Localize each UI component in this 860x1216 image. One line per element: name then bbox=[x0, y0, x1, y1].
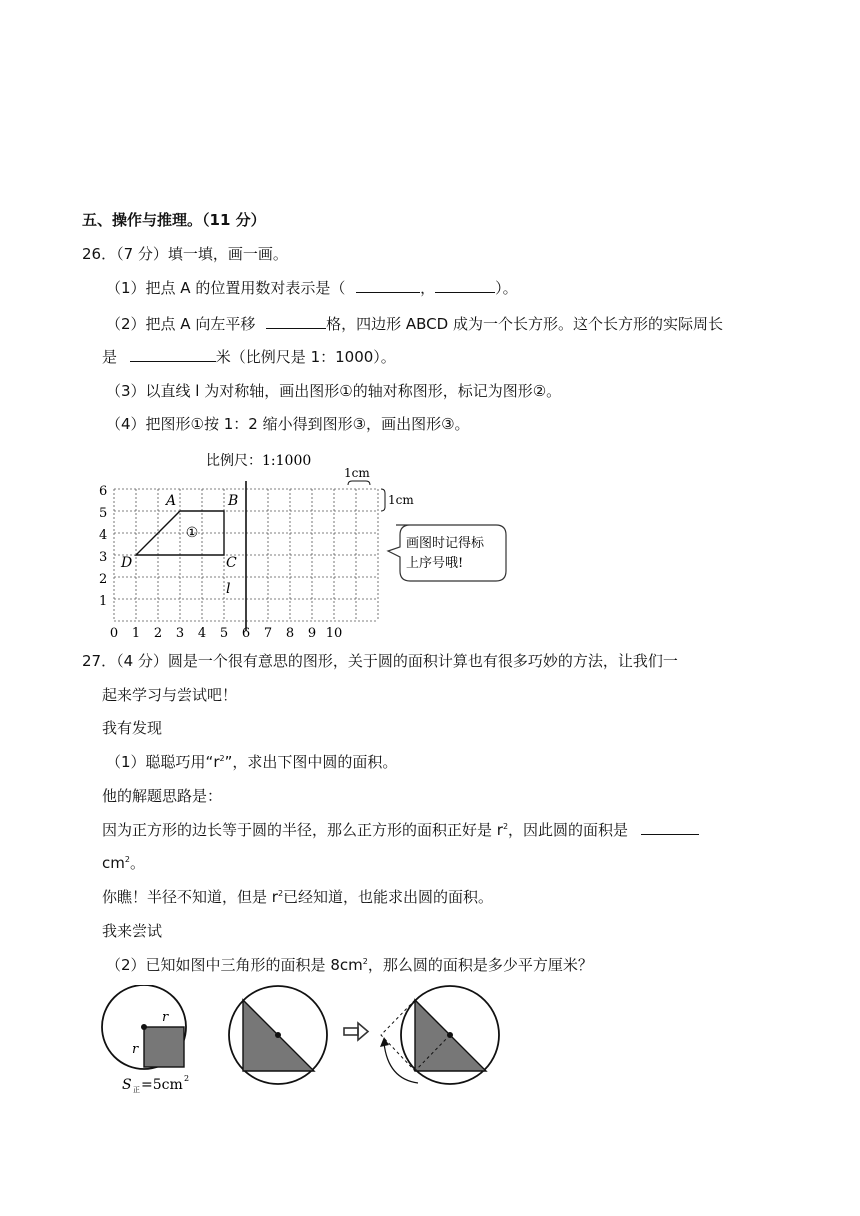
line-l-label: l bbox=[226, 581, 231, 597]
sup: 2 bbox=[277, 889, 284, 898]
y-label: 5 bbox=[99, 506, 108, 521]
y-label: 4 bbox=[99, 528, 108, 543]
r-left-label: r bbox=[132, 1042, 139, 1057]
y-label: 3 bbox=[99, 550, 108, 565]
reason-line bbox=[102, 819, 699, 841]
x-label: 2 bbox=[153, 626, 163, 640]
unit-end: 。 bbox=[129, 854, 145, 872]
circle-figures bbox=[96, 985, 506, 1095]
q26-part1-end: ）。 bbox=[495, 279, 518, 297]
bubble-line-1: 画图时记得标 bbox=[406, 536, 485, 551]
q26-part2-text-d: 米（比例尺是 1：1000）。 bbox=[215, 348, 396, 366]
comma: ， bbox=[420, 279, 436, 297]
area-sup: 2 bbox=[184, 1074, 190, 1083]
square bbox=[144, 1027, 184, 1067]
y-label: 1 bbox=[99, 594, 108, 609]
discover-heading: 我有发现 bbox=[102, 719, 163, 737]
q26-part4: （4）把图形①按 1：2 缩小得到图形③，画出图形③。 bbox=[106, 415, 470, 433]
x-label: 1 bbox=[131, 626, 141, 640]
note-b: 已经知道，也能求出圆的面积。 bbox=[283, 888, 494, 906]
answer-blank-y[interactable] bbox=[435, 278, 495, 293]
answer-blank-x[interactable] bbox=[356, 278, 420, 293]
grid-figure bbox=[96, 445, 516, 640]
q26-part1-text: （1）把点 A 的位置用数对表示是（ bbox=[106, 279, 346, 297]
point-c-label: C bbox=[226, 555, 237, 571]
center-dot bbox=[447, 1032, 453, 1038]
x-label: 4 bbox=[197, 626, 207, 640]
unit: cm bbox=[102, 854, 125, 872]
scale-label: 比例尺：1:1000 bbox=[206, 453, 312, 469]
q27-stem-1: 27．（4 分）圆是一个很有意思的图形，关于圆的面积计算也有很多巧妙的方法，让我们一 bbox=[82, 652, 678, 670]
unit-v-brace bbox=[381, 489, 385, 511]
point-a-label: A bbox=[166, 493, 177, 509]
idea-heading: 他的解题思路是： bbox=[102, 787, 223, 805]
area-value: =5cm bbox=[141, 1077, 183, 1093]
y-label: 6 bbox=[99, 484, 108, 499]
x-label: 10 bbox=[325, 626, 343, 640]
q26-part3: （3）以直线 l 为对称轴，画出图形①的轴对称图形，标记为图形②。 bbox=[106, 382, 562, 400]
answer-blank-perimeter[interactable] bbox=[130, 347, 216, 362]
note-line bbox=[102, 886, 493, 908]
q26-stem: 26．（7 分）填一填，画一画。 bbox=[82, 245, 288, 263]
q26-part2 bbox=[106, 313, 723, 335]
x-label: 7 bbox=[263, 626, 273, 640]
q26-part2-text-c: 是 bbox=[102, 348, 118, 366]
q26-part2-text-b: 格，四边形 ABCD 成为一个长方形。这个长方形的实际周长 bbox=[326, 315, 723, 333]
rotation-arrowhead bbox=[380, 1037, 389, 1047]
center-dot bbox=[275, 1032, 281, 1038]
bubble-line-2: 上序号哦! bbox=[406, 556, 464, 571]
y-label: 2 bbox=[99, 572, 108, 587]
arrow-right-icon bbox=[344, 1023, 368, 1040]
answer-blank-circle-area[interactable] bbox=[641, 820, 699, 835]
note-a: 你瞧！半径不知道，但是 r bbox=[102, 888, 278, 906]
x-label: 8 bbox=[285, 626, 295, 640]
point-d-label: D bbox=[121, 555, 133, 571]
q27-part1-b: ”，求出下图中圆的面积。 bbox=[224, 753, 398, 771]
center-dot bbox=[141, 1024, 147, 1030]
q27-stem-2: 起来学习与尝试吧！ bbox=[102, 686, 238, 704]
x-label: 9 bbox=[307, 626, 317, 640]
sup: 2 bbox=[124, 855, 130, 864]
point-b-label: B bbox=[228, 493, 239, 509]
x-label: 6 bbox=[241, 626, 251, 640]
unit-h-label: 1cm bbox=[344, 466, 370, 480]
q27-part2 bbox=[106, 954, 593, 976]
circle-square-figure bbox=[102, 985, 189, 1094]
q26-part2-cont bbox=[102, 346, 396, 368]
area-s: S bbox=[122, 1077, 132, 1093]
unit-h-brace bbox=[348, 481, 370, 485]
q26-part1 bbox=[106, 277, 518, 299]
unit-line bbox=[102, 852, 145, 874]
speech-bubble bbox=[388, 525, 506, 581]
answer-blank-shift[interactable] bbox=[266, 314, 326, 329]
q27-part1-a: （1）聪聪巧用“r bbox=[106, 753, 220, 771]
q27-part1 bbox=[106, 751, 397, 773]
q27-part2-b: ，那么圆的面积是多少平方厘米？ bbox=[367, 956, 593, 974]
try-heading: 我来尝试 bbox=[102, 922, 163, 940]
rotation-arc bbox=[384, 1043, 418, 1083]
unit-v-label: 1cm bbox=[388, 493, 414, 507]
area-sub: 正 bbox=[133, 1086, 140, 1094]
dashed-triangle bbox=[381, 1000, 415, 1071]
x-label: 5 bbox=[219, 626, 229, 640]
reason-a: 因为正方形的边长等于圆的半径，那么正方形的面积正好是 r bbox=[102, 821, 503, 839]
circle-triangle-figure bbox=[229, 986, 327, 1084]
q27-part2-a: （2）已知如图中三角形的面积是 8cm bbox=[106, 956, 363, 974]
x-label: 3 bbox=[175, 626, 185, 640]
shape-1-label: ① bbox=[185, 525, 199, 541]
sup: 2 bbox=[502, 822, 509, 831]
sup: 2 bbox=[219, 754, 225, 763]
q26-part2-text-a: （2）把点 A 向左平移 bbox=[106, 315, 256, 333]
r-top-label: r bbox=[162, 1010, 169, 1025]
sup: 2 bbox=[362, 957, 368, 966]
reason-b: ，因此圆的面积是 bbox=[508, 821, 629, 839]
x-label: 0 bbox=[109, 626, 119, 640]
section-title: 五、操作与推理。（11 分） bbox=[82, 211, 266, 229]
circle-triangle-transform-figure bbox=[380, 986, 499, 1084]
